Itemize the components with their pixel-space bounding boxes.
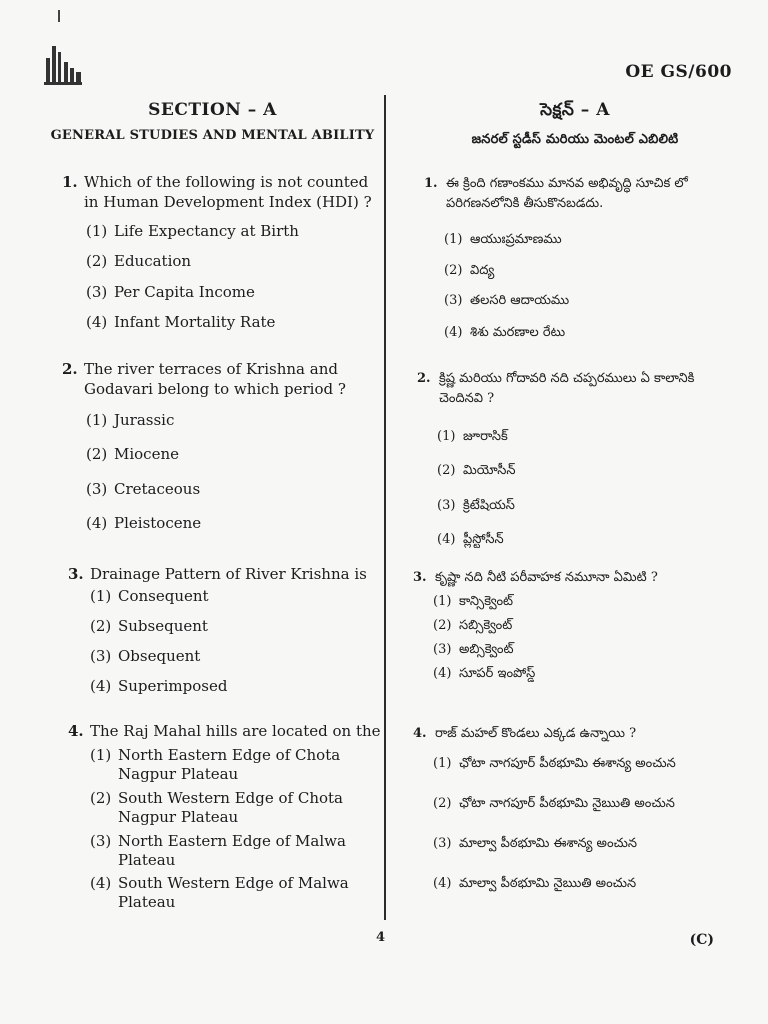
option-number: (3) bbox=[433, 642, 452, 657]
question-text: The Raj Mahal hills are located on the bbox=[90, 722, 381, 740]
question-text: Drainage Pattern of River Krishna is bbox=[90, 565, 367, 583]
option-number: (2) bbox=[437, 463, 456, 478]
question-number: 1. bbox=[424, 176, 438, 191]
option-number: (3) bbox=[444, 293, 463, 308]
question-text: రాజ్ మహల్ కొండలు ఎక్కడ ఉన్నాయి ? bbox=[435, 726, 637, 741]
option-number: (2) bbox=[444, 263, 463, 278]
option-text: Jurassic bbox=[114, 411, 175, 429]
option-text: Subsequent bbox=[118, 617, 208, 635]
option-number: (3) bbox=[433, 836, 452, 851]
option-text: ఛోటా నాగపూర్ పీఠభూమి ఈశాన్య అంచున bbox=[459, 756, 676, 771]
question-text: The river terraces of Krishna and Godavari belong to which period ? bbox=[84, 360, 346, 398]
question-number: 2. bbox=[62, 360, 78, 378]
option-number: (2) bbox=[433, 796, 452, 811]
option-text: Cretaceous bbox=[114, 480, 201, 498]
section-title: సెక్షన్ – A bbox=[540, 100, 610, 120]
option-number: (4) bbox=[86, 313, 108, 331]
option-number: (2) bbox=[90, 789, 112, 807]
question-number: 1. bbox=[62, 173, 78, 191]
option-number: (4) bbox=[444, 325, 463, 340]
option-text: మియోసీన్ bbox=[463, 463, 516, 478]
page-number: 4 bbox=[376, 930, 386, 945]
question-text: ఈ క్రింది గణాంకము మానవ అభివృద్ధి సూచిక లో పరిగణనలోనికి తీసుకొనబడదు. bbox=[446, 176, 688, 211]
question-number: 4. bbox=[413, 726, 427, 741]
option-number: (4) bbox=[433, 876, 452, 891]
question-number: 3. bbox=[413, 570, 427, 585]
option-text: మాల్వా పీఠభూమి ఈశాన్య అంచున bbox=[459, 836, 638, 851]
question-text: కృష్ణా నది నీటి పరీవాహక నమూనా ఏమిటి ? bbox=[435, 570, 658, 585]
column-divider bbox=[384, 95, 386, 920]
option-number: (4) bbox=[90, 874, 112, 892]
question-text: క్రిష్ణ మరియు గోదావరి నది చప్పరములు ఏ కాలానికి చెందినవి ? bbox=[439, 371, 695, 406]
question-text: Which of the following is not counted in Human Development Index (HDI) ? bbox=[84, 173, 372, 211]
option-text: North Eastern Edge of Chota Nagpur Plateau bbox=[118, 746, 341, 783]
booklet-set: (C) bbox=[689, 932, 714, 948]
option-text: జూరాసిక్ bbox=[463, 429, 508, 444]
option-text: Infant Mortality Rate bbox=[114, 313, 276, 331]
option-number: (3) bbox=[437, 498, 456, 513]
option-text: South Western Edge of Chota Nagpur Plateau bbox=[118, 789, 343, 826]
option-text: Superimposed bbox=[118, 677, 228, 695]
section-subtitle: GENERAL STUDIES AND MENTAL ABILITY bbox=[50, 128, 375, 143]
option-text: ప్లీస్టోసీన్ bbox=[463, 532, 504, 547]
option-number: (2) bbox=[433, 618, 452, 633]
section-title: SECTION – A bbox=[148, 100, 277, 120]
option-text: ఆయుఃప్రమాణము bbox=[470, 232, 562, 247]
scan-mark bbox=[58, 10, 60, 22]
option-text: క్రిటేషియస్ bbox=[463, 498, 515, 513]
option-text: తలసరి ఆదాయము bbox=[470, 293, 570, 308]
section-subtitle: జనరల్ స్టడీస్ మరియు మెంటల్ ఎబిలిటి bbox=[471, 132, 679, 147]
option-text: శిశు మరణాల రేటు bbox=[470, 325, 566, 340]
option-number: (4) bbox=[86, 514, 108, 532]
option-number: (4) bbox=[90, 677, 112, 695]
english-column bbox=[40, 100, 385, 143]
option-text: Obsequent bbox=[118, 647, 201, 665]
option-text: సూపర్ ఇంపోస్డ్ bbox=[459, 666, 536, 681]
option-text: Education bbox=[114, 252, 192, 270]
option-number: (3) bbox=[90, 832, 112, 850]
option-number: (3) bbox=[86, 480, 108, 498]
option-number: (3) bbox=[86, 283, 108, 301]
option-number: (4) bbox=[433, 666, 452, 681]
question-number: 2. bbox=[417, 371, 431, 386]
question-number: 4. bbox=[68, 722, 84, 740]
option-text: విద్య bbox=[470, 263, 495, 278]
option-number: (4) bbox=[437, 532, 456, 547]
option-text: Pleistocene bbox=[114, 514, 202, 532]
option-number: (1) bbox=[444, 232, 463, 247]
paper-code: OE GS/600 bbox=[625, 62, 732, 82]
option-number: (1) bbox=[433, 594, 452, 609]
option-number: (1) bbox=[86, 411, 108, 429]
option-number: (1) bbox=[86, 222, 108, 240]
option-text: Consequent bbox=[118, 587, 209, 605]
option-text: Life Expectancy at Birth bbox=[114, 222, 299, 240]
option-text: North Eastern Edge of Malwa Plateau bbox=[118, 832, 346, 869]
option-number: (1) bbox=[90, 746, 112, 764]
institution-logo-icon bbox=[40, 40, 86, 88]
option-text: Per Capita Income bbox=[114, 283, 255, 301]
question-number: 3. bbox=[68, 565, 84, 583]
option-text: అబ్సిక్వెంట్ bbox=[459, 642, 514, 657]
option-text: Miocene bbox=[114, 445, 180, 463]
option-number: (1) bbox=[433, 756, 452, 771]
option-number: (1) bbox=[437, 429, 456, 444]
option-number: (1) bbox=[90, 587, 112, 605]
option-text: మాల్వా పీఠభూమి నైఋతి అంచున bbox=[459, 876, 637, 891]
option-number: (3) bbox=[90, 647, 112, 665]
option-text: కాన్సిక్వెంట్ bbox=[459, 594, 514, 609]
option-text: సబ్సిక్వెంట్ bbox=[459, 618, 513, 633]
option-text: ఛోటా నాగపూర్ పీఠభూమి నైఋతి అంచున bbox=[459, 796, 675, 811]
telugu-column bbox=[415, 100, 735, 150]
option-number: (2) bbox=[86, 252, 108, 270]
option-text: South Western Edge of Malwa Plateau bbox=[118, 874, 349, 911]
option-number: (2) bbox=[86, 445, 108, 463]
option-number: (2) bbox=[90, 617, 112, 635]
